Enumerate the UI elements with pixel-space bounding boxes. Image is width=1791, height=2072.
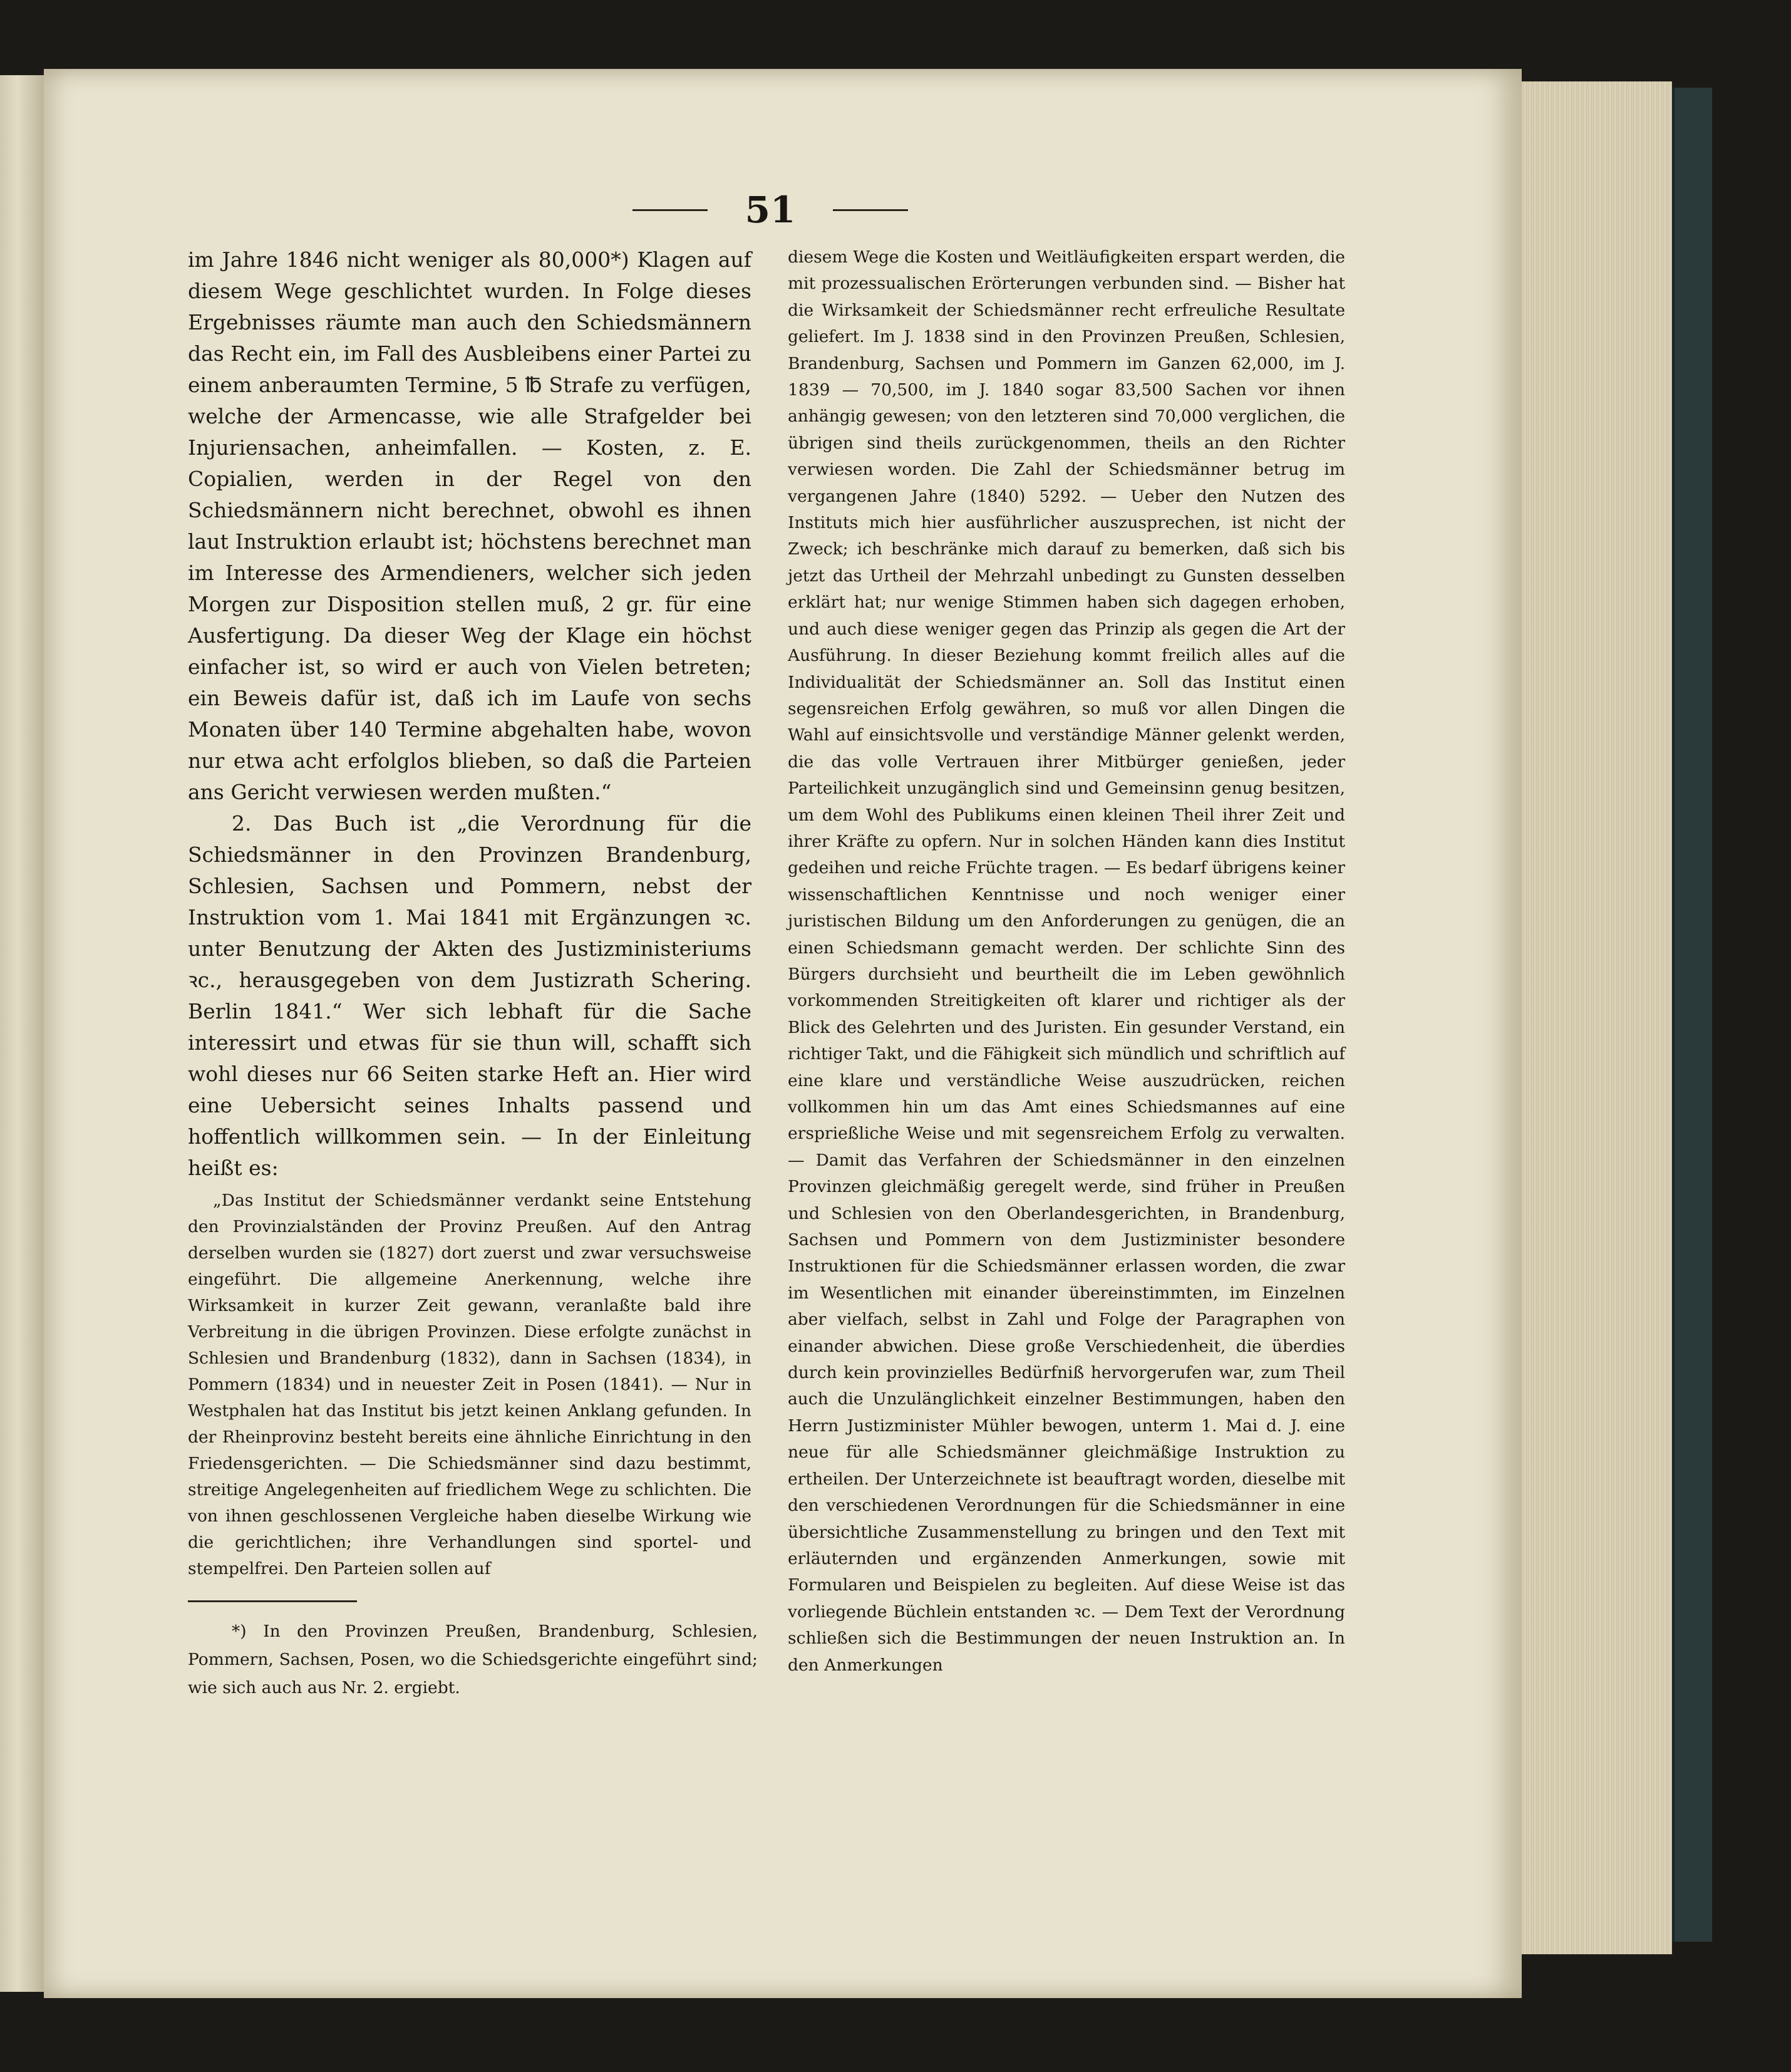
book-page-edges xyxy=(1522,81,1672,1954)
page-header xyxy=(620,185,921,235)
header-rule-left xyxy=(632,209,708,211)
facing-page-edge xyxy=(0,75,44,1992)
left-quote: „Das Institut der Schiedsmänner verdankt seine Entstehung den Provinzialständen der Provinz Preußen. Auf den Antrag derselben wurden sie (1827) dort zuerst und zwar versuchsweise eingeführt. Die allgemeine Anerkennung, welche ihre Wirksamkeit in kurzer Zeit gewann, veranlaßte bald ihre Verbreitung in die übrigen Provinzen. Diese erfolgte zunächst in Schlesien und Brandenburg (1832), dann in Sachsen (1834), in Pommern (1834) und in neuester Zeit in Posen (1841). — Nur in Westphalen hat das Institut bis jetzt keinen Anklang gefunden. In der Rheinprovinz besteht bereits eine ähnliche Einrichtung in den Friedensgerichten. — Die Schiedsmänner sind dazu bestimmt, streitige Angelegenheiten auf friedlichem Wege zu schlichten. Die von ihnen geschlossenen Vergleiche haben dieselbe Wirkung wie die gerichtlichen; ihre Verhandlungen sind sportel- und stempelfrei. Den Parteien sollen auf xyxy=(188,1191,751,1578)
left-paragraph-2: 2. Das Buch ist „die Verordnung für die Schiedsmänner in den Provinzen Brandenburg, Schlesien, Sachsen und Pommern, nebst der Instruktion vom 1. Mai 1841 mit Ergänzungen ꝛc. unter Benutzung der Akten des Justizministeriums ꝛc., herausgegeben von dem Justizrath Schering. Berlin 1841.“ Wer sich lebhaft für die Sache interessirt und etwas für sie thun will, schafft sich wohl dieses nur 66 Seiten starke Heft an. Hier wird eine Uebersicht seines Inhalts passend und hoffentlich willkommen sein. — In der Einleitung heißt es: xyxy=(188,811,751,1180)
page-number: 51 xyxy=(745,189,796,231)
left-column xyxy=(188,244,751,1582)
right-paragraph: diesem Wege die Kosten und Weitläufigkeiten erspart werden, die mit prozessualischen Erörterungen verbunden sind. — Bisher hat die Wirksamkeit der Schiedsmänner recht erfreuliche Resultate geliefert. Im J. 1838 sind in den Provinzen Preußen, Schlesien, Brandenburg, Sachsen und Pommern im Ganzen 62,000, im J. 1839 — 70,500, im J. 1840 sogar 83,500 Sachen vor ihnen anhängig gewesen; von den letzteren sind 70,000 verglichen, die übrigen sind theils zurückgenommen, theils an den Richter verwiesen worden. Die Zahl der Schiedsmänner betrug im vergangenen Jahre (1840) 5292. — Ueber den Nutzen des Instituts mich hier ausführlicher auszusprechen, ist nicht der Zweck; ich beschränke mich darauf zu bemerken, daß sich bis jetzt das Urtheil der Mehrzahl unbedingt zu Gunsten desselben erklärt hat; nur wenige Stimmen haben sich dagegen erhoben, und auch diese weniger gegen das Prinzip als gegen die Art der Ausführung. In dieser Beziehung kommt freilich alles auf die Individualität der Schiedsmänner an. Soll das Institut einen segensreichen Erfolg gewähren, so muß vor allen Dingen die Wahl auf einsichtsvolle und verständige Männer gelenkt werden, die das volle Vertrauen ihrer Mitbürger genießen, jeder Parteilichkeit unzugänglich sind und Gemeinsinn genug besitzen, um dem Wohl des Publikums einen kleinen Theil ihrer Zeit und ihrer Kräfte zu opfern. Nur in solchen Händen kann dies Institut gedeihen und reiche Früchte tragen. — Es bedarf übrigens keiner wissenschaftlichen Kenntnisse und noch weniger einer juristischen Bildung um den Anforderungen zu genügen, die an einen Schiedsmann gemacht werden. Der schlichte Sinn des Bürgers durchsieht und beurtheilt die im Leben gewöhnlich vorkommenden Streitigkeiten oft klarer und richtiger als der Blick des Gelehrten und des Juristen. Ein gesunder Verstand, ein richtiger Takt, und die Fähigkeit sich mündlich und schriftlich auf eine klare und verständliche Weise auszudrücken, reichen vollkommen hin um das Amt eines Schiedsmannes auf eine ersprießliche Weise und mit segensreichem Erfolg zu verwalten. — Damit das Verfahren der Schiedsmänner in den einzelnen Provinzen gleichmäßig geregelt werde, sind früher in Preußen und Schlesien von den Oberlandesgerichten, in Brandenburg, Sachsen und Pommern von dem Justizminister besondere Instruktionen für die Schiedsmänner erlassen worden, die zwar im Wesentlichen mit einander übereinstimmten, im Einzelnen aber vielfach, selbst in Zahl und Folge der Paragraphen von einander abwichen. Diese große Verschiedenheit, die überdies durch kein provinzielles Bedürfniß hervorgerufen war, zum Theil auch die Unzulänglichkeit einzelner Bestimmungen, haben den Herrn Justizminister Mühler bewogen, unterm 1. Mai d. J. eine neue für alle Schiedsmänner gleichmäßige Instruktion zu ertheilen. Der Unterzeichnete ist beauftragt worden, dieselbe mit den verschiedenen Verordnungen für die Schiedsmänner in eine übersichtliche Zusammenstellung zu bringen und den Text mit erläuternden und ergänzenden Anmerkungen, sowie mit Formularen und Beispielen zu begleiten. Auf diese Weise ist das vorliegende Büchlein entstanden ꝛc. — Dem Text der Verordnung schließen sich die Bestimmungen der neuen Instruktion an. In den Anmerkungen xyxy=(788,247,1345,1675)
footnote-rule xyxy=(188,1600,357,1602)
left-paragraph-1: im Jahre 1846 nicht weniger als 80,000*) Klagen auf diesem Wege geschlichtet wurden. In Folge dieses Ergebnisses räumte man auch den Schiedsmännern das Recht ein, im Fall des Ausbleibens einer Partei zu einem anberaumten Termine, 5 ℔ Strafe zu verfügen, welche der Armencasse, wie alle Strafgelder bei Injuriensachen, anheimfallen. — Kosten, z. E. Copialien, werden in der Regel von den Schiedsmännern nicht berechnet, obwohl es ihnen laut Instruktion erlaubt ist; höchstens berechnet man im Interesse des Armendieners, welcher sich jeden Morgen zur Disposition stellen muß, 2 gr. für eine Ausfertigung. Da dieser Weg der Klage ein höchst einfacher ist, so wird er auch von Vielen betreten; ein Beweis dafür ist, daß ich im Laufe von sechs Monaten über 140 Termine abgehalten habe, wovon nur etwa acht erfolglos blieben, so daß die Parteien ans Gericht verwiesen werden mußten.“ xyxy=(188,247,751,804)
header-rule-right xyxy=(833,209,908,211)
book-cover-board xyxy=(1672,88,1712,1942)
right-column xyxy=(788,244,1345,1679)
footnote: *) In den Provinzen Preußen, Brandenburg, Schlesien, Pommern, Sachsen, Posen, wo die Schiedsgerichte eingeführt sind; wie sich auch aus Nr. 2. ergiebt. xyxy=(188,1622,758,1697)
